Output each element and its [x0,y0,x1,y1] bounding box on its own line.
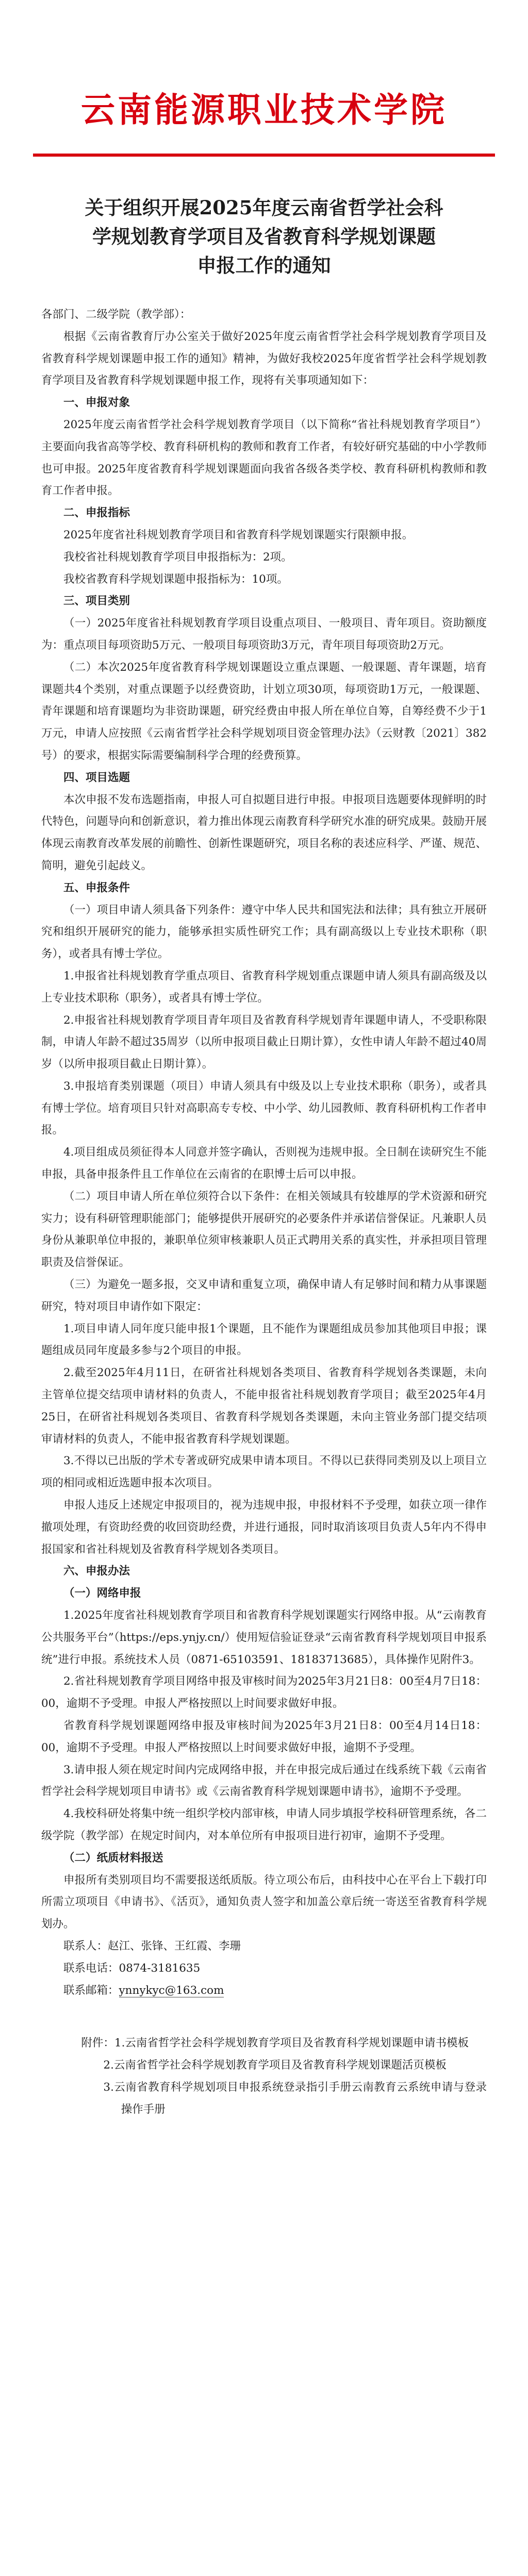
body-paragraph: 2025年度云南省哲学社会科学规划教育学项目（以下简称“省社科规划教育学项目”）主要面向我省高等学校、教育科研机构的教师和教育工作者，有较好研究基础的中小学教师也可申报。2025年度省教育科学规划课题面向我省各级各类学校、教育科研机构教师和教育工作者申报。 [41,418,487,498]
section-heading: 五、申报条件 [63,881,130,894]
section-heading: （一）网络申报 [63,1587,141,1600]
body-paragraph: 2025年度省社科规划教育学项目和省教育科学规划课题实行限额申报。 [63,528,414,541]
body-paragraph: 3.不得以已出版的学术专著或研究成果申请本项目。不得以已获得同类别及以上项目立项的相同或相近选题申报本次项目。 [41,1454,487,1490]
section-heading: 四、项目选题 [63,771,130,784]
school-name-header: 云南能源职业技术学院 [81,90,447,130]
attachment-item-2: 2.云南省哲学社会科学规划教育学项目及省教育科学规划课题活页模板 [103,2059,447,2072]
section-heading: 一、申报对象 [63,396,130,410]
notice-title [41,193,487,280]
body-paragraph: （三）为避免一题多报，交叉申请和重复立项，确保申请人有足够时间和精力从事课题研究，特对项目申请作如下限定： [41,1278,487,1313]
notice-body [41,304,487,2121]
salutation: 各部门、二级学院（教学部）： [41,308,191,321]
title-line: 关于组织开展2025年度云南省哲学社会科 [85,196,443,219]
contact-persons: 联系人：赵江、张锋、王红霞、李珊 [63,1939,241,1953]
body-paragraphs [41,326,487,1936]
contact-phone: 联系电话：0874-3181635 [63,1961,201,1975]
body-paragraph: 4.我校科研处将集中统一组织学校内部审核，申请人同步填报学校科研管理系统，各二级学院（教学部）在规定时间内，对本单位所有申报项目进行初审，逾期不予受理。 [41,1807,487,1842]
body-paragraph: 2.省社科规划教育学项目网络申报及审核时间为2025年3月21日8：00至4月7日18：00，逾期不予受理。申报人严格按照以上时间要求做好申报。 [41,1675,487,1710]
body-paragraph: 根据《云南省教育厅办公室关于做好2025年度云南省哲学社会科学规划教育学项目及省教育科学规划课题申报工作的通知》精神，为做好我校2025年度省哲学社会科学规划教育学项目及省教育科学规划课题申报工作，现将有关事项通知如下： [41,330,487,387]
body-paragraph: 4.项目组成员须征得本人同意并签字确认，否则视为违规申报。全日制在读研究生不能申报，具备申报条件且工作单位在云南省的在职博士后可以申报。 [41,1146,487,1181]
body-paragraph: 省教育科学规划课题网络申报及审核时间为2025年3月21日8：00至4月14日18：00，逾期不予受理。申报人严格按照以上时间要求做好申报，逾期不予受理。 [41,1719,487,1754]
attachment-item-1: 附件：1.云南省哲学社会科学规划教育学项目及省教育科学规划课题申请书模板 [81,2037,469,2050]
body-paragraph: 本次申报不发布选题指南，申报人可自拟题目进行申报。申报项目选题要体现鲜明的时代特色，问题导向和创新意识，着力推出体现云南教育科学研究水准的研究成果。鼓励开展体现云南教育改革发展的前瞻性、创新性课题研究，项目名称的表述应科学、严谨、规范、简明，避免引起歧义。 [41,793,487,872]
section-heading: （二）纸质材料报送 [63,1851,163,1865]
body-paragraph: 我校省社科规划教育学项目申报指标为：2项。 [63,550,292,564]
body-paragraph: 3.请申报人须在规定时间内完成网络申报，并在申报完成后通过在线系统下载《云南省哲学社会科学规划项目申请书》或《云南省教育科学规划课题申请书》，逾期不予受理。 [41,1763,487,1799]
red-header-rule [33,154,495,157]
body-paragraph: 1.2025年度省社科规划教育学项目和省教育科学规划课题实行网络申报。从“云南教育公共服务平台”（https://eps.ynjy.cn/）使用短信验证登录“云南省教育科学规划项目申报系统”进行申报。系统技术人员（0871-65103591、18183713685），具体操作见附件3。 [41,1609,487,1666]
body-paragraph: （二）项目申请人所在单位须符合以下条件：在相关领域具有较雄厚的学术资源和研究实力；设有科研管理职能部门；能够提供开展研究的必要条件并承诺信誉保证。凡兼职人员身份从兼职单位申报的，兼职单位须审核兼职人员正式聘用关系的真实性，并承担项目管理职责及信誉保证。 [41,1190,487,1269]
body-paragraph: 我校省教育科学规划课题申报指标为：10项。 [63,572,288,586]
contact-email: 联系邮箱：ynnykyc@163.com [63,1984,224,1997]
body-paragraph: （一）2025年度省社科规划教育学项目设重点项目、一般项目、青年项目。资助额度为：重点项目每项资助5万元、一般项目每项资助3万元，青年项目每项资助2万元。 [41,617,487,652]
body-paragraph: 申报人违反上述规定申报项目的，视为违规申报，申报材料不予受理，如获立项一律作撤项处理，有资助经费的收回资助经费，并进行通报，同时取消该项目负责人5年内不得申报国家和省社科规划及省教育科学规划各类项目。 [41,1499,487,1556]
spacer [41,2002,487,2032]
body-paragraph: 2.截至2025年4月11日，在研省社科规划各类项目、省教育科学规划各类课题，未向主管单位提交结项申请材料的负责人，不能申报省社科规划教育学项目；截至2025年4月25日，在研省社科规划各类项目、省教育科学规划各类课题，未向主管业务部门提交结项审请材料的负责人，不能申报省教育科学规划课题。 [41,1366,487,1446]
title-line: 申报工作的通知 [197,254,331,277]
body-paragraph: 1.申报省社科规划教育学重点项目、省教育科学规划重点课题申请人须具有副高级及以上专业技术职称（职务），或者具有博士学位。 [41,969,487,1005]
body-paragraph: 申报所有类别项目均不需要报送纸质版。待立项公布后，由科技中心在平台上下载打印所需立项项目《申请书》、《活页》，通知负责人签字和加盖公章后统一寄送至省教育科学规划办。 [41,1873,487,1931]
body-paragraph: 2.申报省社科规划教育学项目青年项目及省教育科学规划青年课题申请人，不受职称限制，申请人年龄不超过35周岁（以所申报项目截止日期计算），女性申请人年龄不超过40周岁（以所申报项目截止日期计算）。 [41,1013,487,1071]
email-link[interactable]: ynnykyc@163.com [119,1984,224,1997]
body-paragraph: 1.项目申请人同年度只能申报1个课题，且不能作为课题组成员参加其他项目申报；课题组成员同年度最多参与2个项目的申报。 [41,1322,487,1358]
section-heading: 二、申报指标 [63,506,130,520]
section-heading: 三、项目类别 [63,595,130,608]
section-heading: 六、申报办法 [63,1565,130,1578]
body-paragraph: （一）项目申请人须具备下列条件：遵守中华人民共和国宪法和法律；具有独立开展研究和组织开展研究的能力，能够承担实质性研究工作；具有副高级以上专业技术职称（职务），或者具有博士学位。 [41,903,487,961]
body-paragraph: （二）本次2025年度省教育科学规划课题设立重点课题、一般课题、青年课题，培育课题共4个类别，对重点课题予以经费资助，计划立项30项，每项资助1万元，一般课题、青年课题和培育课题均为非资助课题，研究经费由申报人所在单位自筹，自筹经费不少于1万元，申请人应按照《云南省哲学社会科学规划项目资金管理办法》（云财教〔2021〕382号）的要求，根据实际需要编制科学合理的经费预算。 [41,660,487,762]
title-line: 学规划教育学项目及省教育科学规划课题 [92,225,436,248]
attachment-item-3: 3.云南省教育科学规划项目申报系统登录指引手册云南教育云系统申请与登录操作手册 [103,2080,487,2116]
body-paragraph: 3.申报培育类别课题（项目）申请人须具有中级及以上专业技术职称（职务），或者具有博士学位。培育项目只针对高职高专专校、中小学、幼儿园教师、教育科研机构工作者申报。 [41,1079,487,1137]
